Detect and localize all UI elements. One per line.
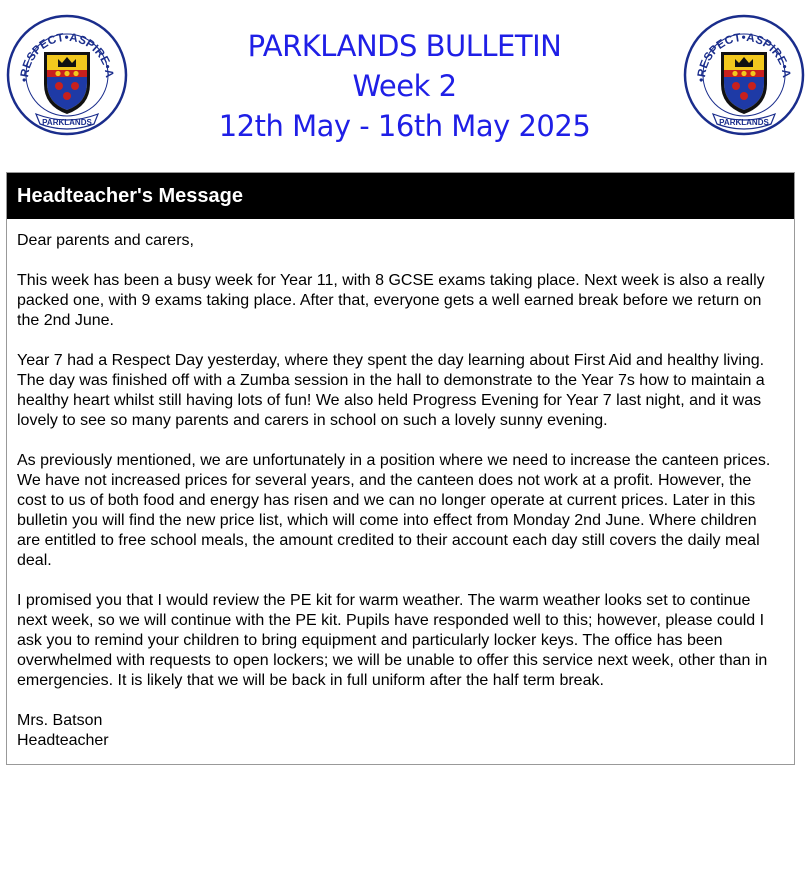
bulletin-header xyxy=(0,0,809,160)
bulletin-title xyxy=(130,26,679,146)
school-crest-logo-right xyxy=(683,14,805,136)
signature-name: Mrs. Batson xyxy=(17,712,103,729)
message-greeting: Dear parents and carers, xyxy=(17,232,194,249)
message-paragraph-respect-day: Year 7 had a Respect Day yesterday, where they spent the day learning about First Aid and healthy living. The day was finished off with a Zumba session in the hall to demonstrate to the Year 7s how to maintain a healthy heart whilst still having lots of fun! We also held Progress Evening for Year 7 last night, and it was lovely to see so many parents and carers in school on such a lovely sunny evening. xyxy=(17,352,765,429)
message-paragraph-exams: This week has been a busy week for Year 11, with 8 GCSE exams taking place. Next week is also a really packed one, with 9 exams taking place. After that, everyone gets a well earned break before we return on the 2nd June. xyxy=(17,272,765,329)
bulletin-title-line: PARKLANDS BULLETIN xyxy=(247,29,562,63)
bulletin-week: Week 2 xyxy=(352,69,457,103)
headteacher-message-panel xyxy=(6,172,795,765)
headteacher-message-body xyxy=(7,219,794,751)
message-paragraph-canteen: As previously mentioned, we are unfortunately in a position where we need to increase the canteen prices. We have not increased prices for several years, and the canteen does not work at a profit. However, the cost to us of both food and energy has risen and we can no longer operate at current prices. Later in this bulletin you will find the new price list, which will come into effect from Monday 2nd June. Where children are entitled to free school meals, the amount credited to their account each day still covers the daily meal deal. xyxy=(17,452,771,569)
message-paragraph-pe-kit: I promised you that I would review the PE kit for warm weather. The warm weather looks set to continue next week, so we will continue with the PE kit. Pupils have responded well to this; however, please could I ask you to remind your children to bring equipment and particularly locker keys. The office has been overwhelmed with requests to open lockers; we will be unable to offer this service next week, other than in emergencies. It is likely that we will be back in full uniform after the half term break. xyxy=(17,592,768,689)
school-crest-logo-left xyxy=(6,14,128,136)
bulletin-date-range: 12th May - 16th May 2025 xyxy=(218,109,591,143)
signature-role: Headteacher xyxy=(17,732,109,749)
headteacher-message-heading: Headteacher's Message xyxy=(7,173,794,219)
